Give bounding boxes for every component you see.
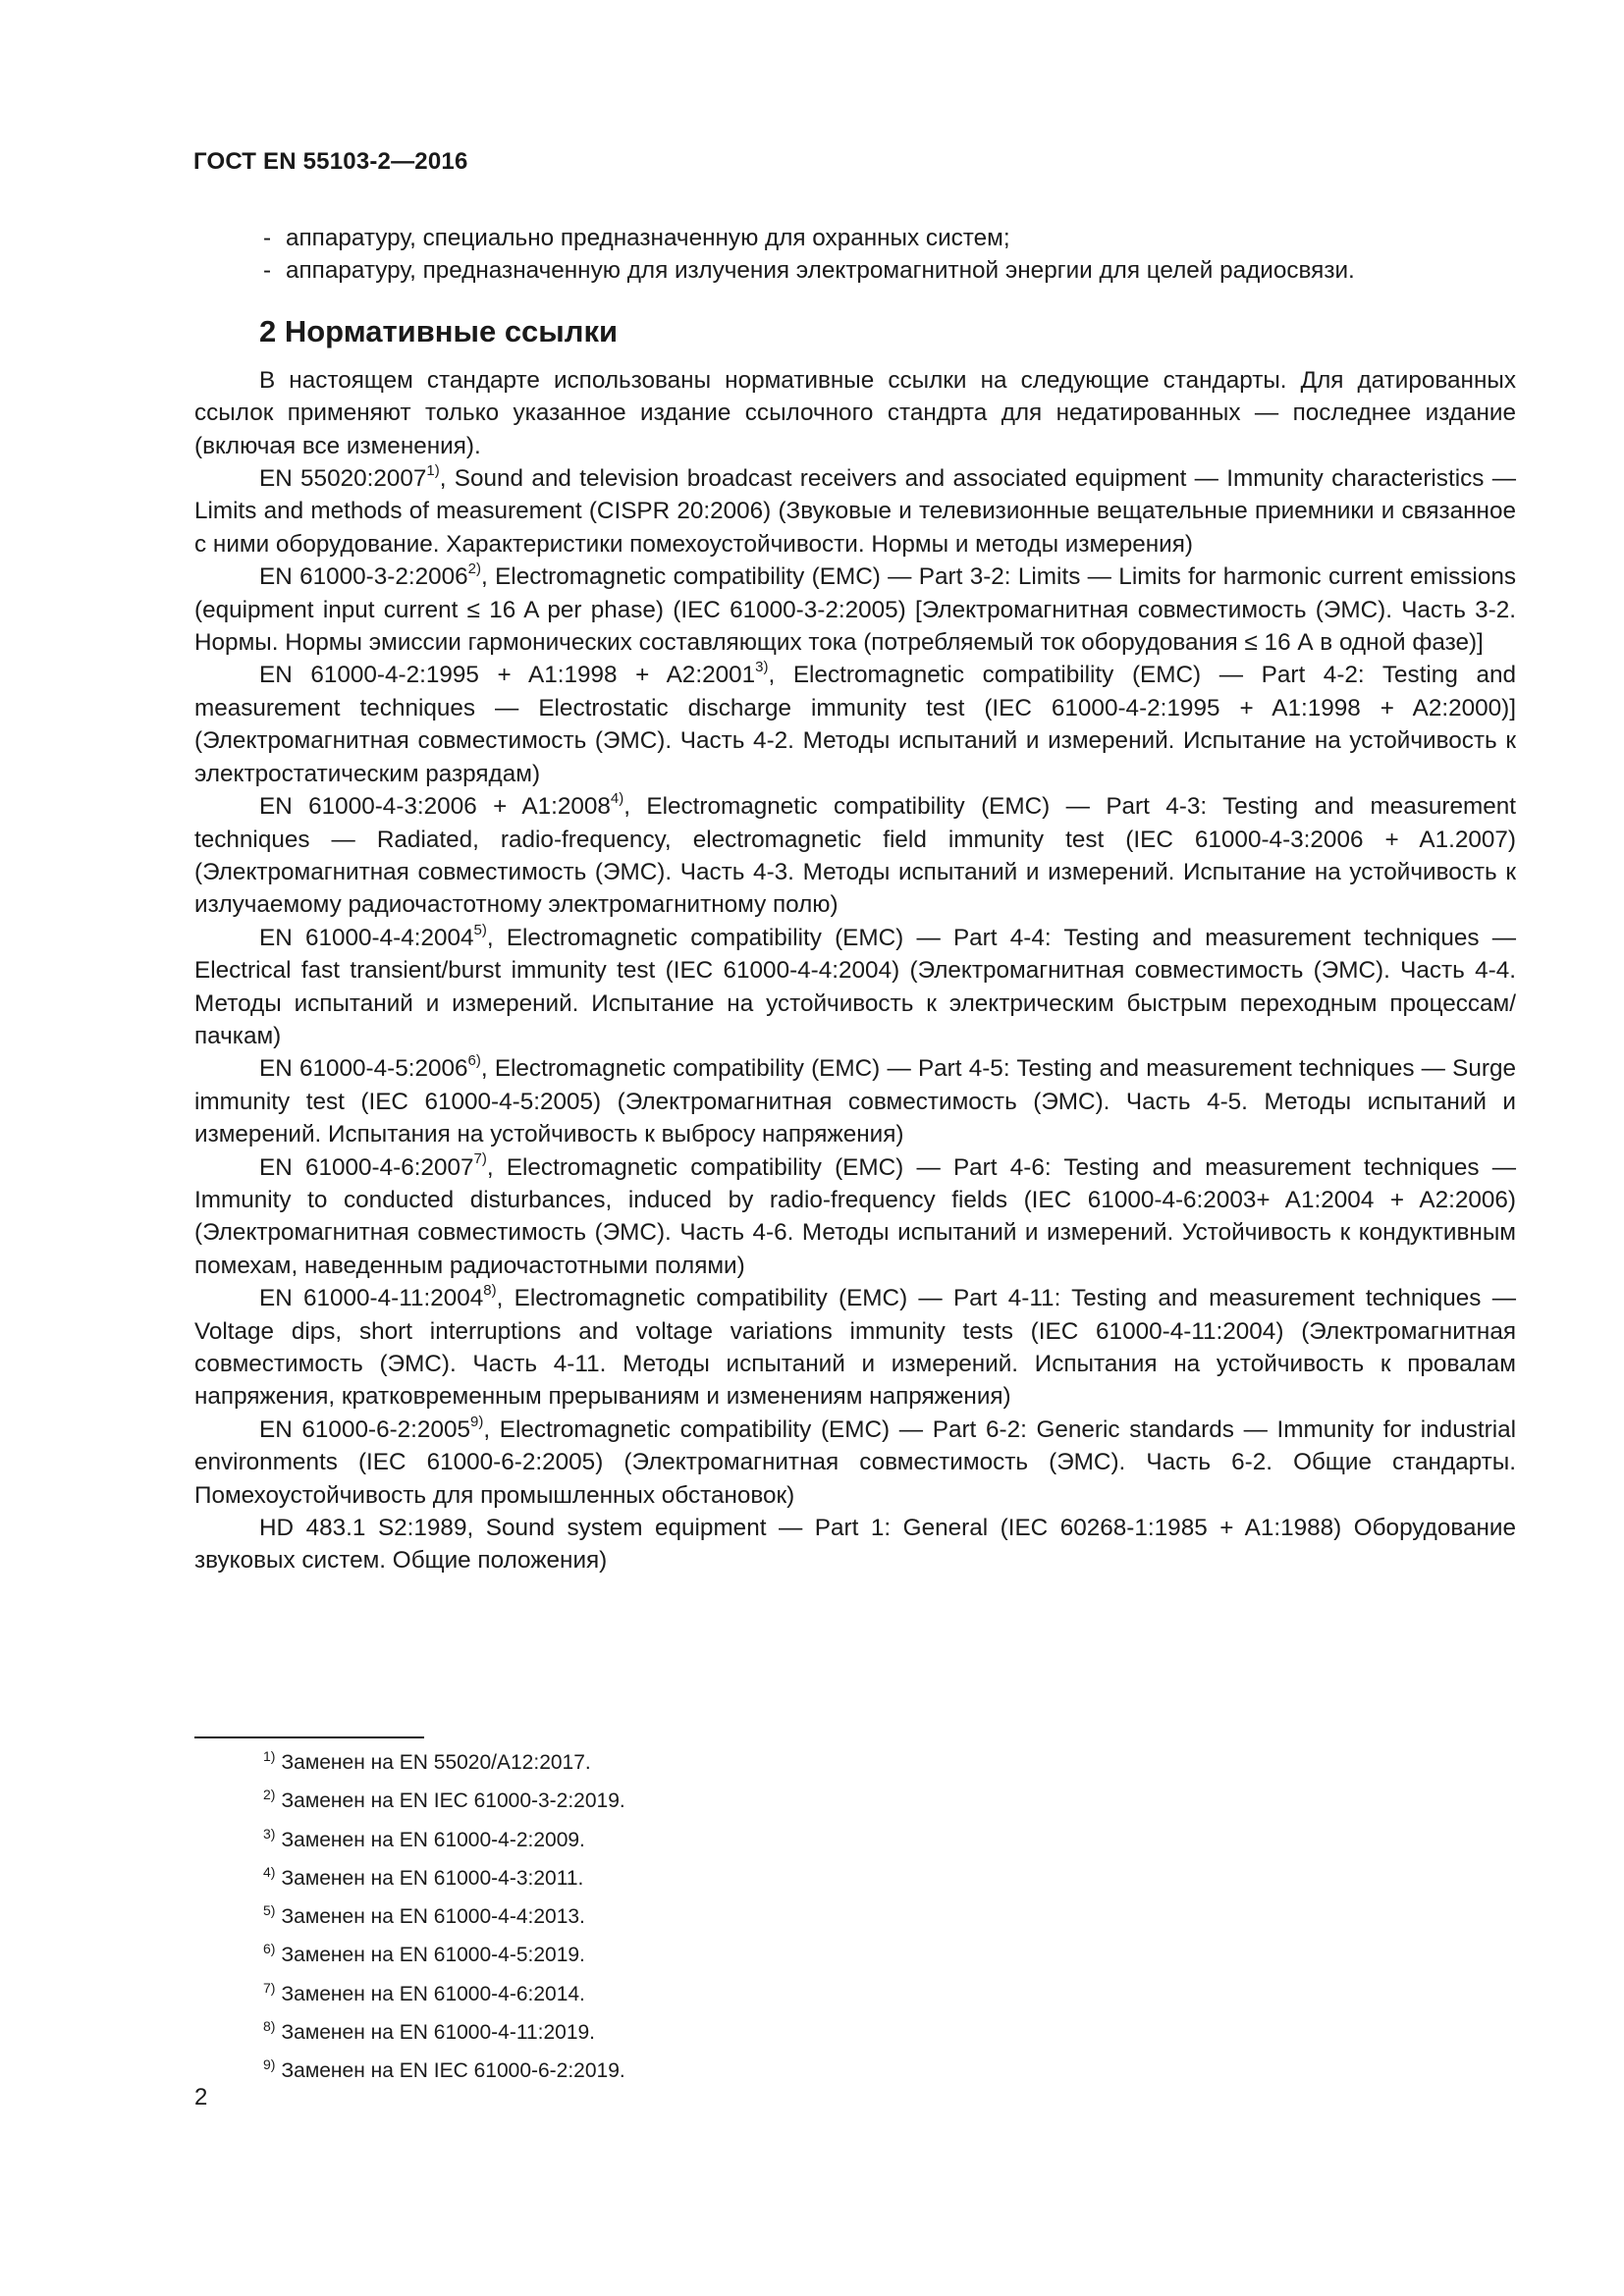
footnote-text: Заменен на EN 61000-4-11:2019. bbox=[281, 2021, 596, 2045]
footnote-marker[interactable]: 1) bbox=[426, 461, 440, 479]
footnote-mark: 5) bbox=[263, 1902, 276, 1919]
footnote-marker[interactable]: 5) bbox=[473, 921, 487, 938]
reference-paragraph bbox=[194, 790, 1516, 922]
reference-text: , Electromagnetic compatibility (EMC) — Part 4-2: Testing and measurement techniques — Electrostatic discharge immunity test (IEC 61000-4-2:1995 + A1:1998 + A2:2000)] (Электромагнитная совместимость (ЭМС). Часть 4-2. Методы испытаний и измерений. Испытание на устойчивость к электростатическим разрядам) bbox=[194, 662, 1516, 787]
reference-text: , Electromagnetic compatibility (EMC) — Part 6-2: Generic standards — Immunity for industrial environments (IEC 61000-6-2:2005) (Электромагнитная совместимость (ЭМС). Часть 6-2. Общие стандарты. Помехоустойчивость для промышленных обстановок) bbox=[194, 1415, 1517, 1509]
reference-code: EN 61000-4-5:2006 bbox=[259, 1055, 468, 1083]
footnote-mark: 4) bbox=[263, 1863, 276, 1880]
reference-paragraph bbox=[194, 922, 1516, 1053]
footnote-item bbox=[263, 1822, 625, 1860]
footnote-text: Заменен на EN IEC 61000-6-2:2019. bbox=[281, 2059, 625, 2083]
footnote-marker[interactable]: 2) bbox=[467, 561, 482, 578]
reference-code: EN 61000-4-6:2007 bbox=[259, 1153, 474, 1181]
reference-code: EN 61000-4-3:2006 + A1:2008 bbox=[259, 793, 611, 821]
reference-paragraph bbox=[194, 1151, 1516, 1283]
footnote-marker[interactable]: 8) bbox=[483, 1282, 497, 1300]
reference-code: EN 61000-4-2:1995 + A1:1998 + A2:2001 bbox=[259, 662, 756, 689]
footnote-mark: 2) bbox=[263, 1787, 276, 1803]
footnote-item bbox=[263, 1783, 625, 1821]
reference-text: , Electromagnetic compatibility (EMC) — Part 4-3: Testing and measurement techniques — Radiated, radio-frequency, electromagnetic field immunity test (IEC 61000-4-3:2006 + A1.2007) (Электромагнитная совместимость (ЭМС). Часть 4-3. Методы испытаний и измерений. Испытание на устойчивость к излучаемому радиочастотному электромагнитному полю) bbox=[194, 793, 1516, 919]
footnote-marker[interactable]: 3) bbox=[755, 659, 769, 676]
footnote-text: Заменен на EN 55020/A12:2017. bbox=[281, 1751, 591, 1774]
document-header: ГОСТ EN 55103-2—2016 bbox=[193, 148, 468, 175]
reference-paragraph bbox=[194, 1052, 1516, 1150]
footnote-marker[interactable]: 4) bbox=[610, 790, 624, 807]
list-item-text: аппаратуру, предназначенную для излучения электромагнитной энергии для целей радиосвязи. bbox=[286, 257, 1355, 285]
intro-paragraph: В настоящем стандарте использованы нормативные ссылки на следующие стандарты. Для датированных ссылок применяют только указанное издание ссылочного стандрта для недатированных — последнее издание (включая все изменения). bbox=[194, 366, 1516, 459]
footnote-item bbox=[263, 1937, 625, 1975]
footnote-mark: 1) bbox=[263, 1748, 276, 1764]
footnote-item bbox=[263, 1898, 625, 1937]
reference-paragraph bbox=[194, 1512, 1516, 1577]
footnote-divider bbox=[194, 1736, 424, 1738]
footnote-marker[interactable]: 6) bbox=[467, 1052, 481, 1070]
reference-paragraph bbox=[194, 1282, 1516, 1414]
list-dash: - bbox=[263, 257, 272, 285]
reference-code: HD 483.1 S2:1989 bbox=[259, 1515, 467, 1542]
reference-text: , Sound system equipment — Part 1: General (IEC 60268-1:1985 + A1:1988) Оборудование звуковых систем. Общие положения) bbox=[194, 1515, 1516, 1575]
footnote-mark: 7) bbox=[263, 1979, 276, 1996]
footnote-mark: 8) bbox=[263, 2018, 276, 2035]
reference-text: , Electromagnetic compatibility (EMC) — Part 4-6: Testing and measurement techniques — Immunity to conducted disturbances, induced by radio-frequency fields (IEC 61000-4-6:2003+ A1:2004 + A2:2006) (Электромагнитная совместимость (ЭМС). Часть 4-6. Методы испытаний и измерений. Устойчивость к кондуктивным помехам, наведенным радиочастотными полями) bbox=[194, 1153, 1516, 1279]
list-item bbox=[194, 254, 1516, 287]
reference-text: , Electromagnetic compatibility (EMC) — Part 4-11: Testing and measurement techniques — Voltage dips, short interruptions and voltage variations immunity tests (IEC 61000-4-11:2004) (Электромагнитная совместимость (ЭМС). Часть 4-11. Методы испытаний и измерений. Испытания на устойчивость к провалам напряжения, кратковременным прерываниям и изменениям напряжения) bbox=[194, 1285, 1516, 1411]
reference-text: , Electromagnetic compatibility (EMC) — Part 3-2: Limits — Limits for harmonic current emissions (equipment input current ≤ 16 A per phase) (IEC 61000-3-2:2005) [Электромагнитная совместимость (ЭМС). Часть 3-2. Нормы. Нормы эмиссии гармонических составляющих тока (потребляемый ток оборудования ≤ 16 А в одной фазе)] bbox=[194, 563, 1517, 657]
list-dash: - bbox=[263, 225, 272, 251]
reference-code: EN 61000-4-4:2004 bbox=[259, 924, 474, 951]
footnote-item bbox=[263, 2014, 625, 2053]
reference-code: EN 55020:2007 bbox=[259, 465, 427, 493]
footnote-item bbox=[263, 1744, 625, 1783]
footnote-item bbox=[263, 1860, 625, 1898]
reference-code: EN 61000-3-2:2006 bbox=[259, 563, 468, 591]
reference-paragraph bbox=[194, 561, 1516, 659]
footnote-text: Заменен на EN 61000-4-4:2013. bbox=[281, 1905, 585, 1929]
footnote-item bbox=[263, 1976, 625, 2014]
page-number: 2 bbox=[194, 2084, 208, 2110]
footnote-item bbox=[263, 2053, 625, 2091]
footnote-marker[interactable]: 9) bbox=[470, 1413, 484, 1430]
reference-text: , Electromagnetic compatibility (EMC) — Part 4-4: Testing and measurement techniques — Electrical fast transient/burst immunity test (IEC 61000-4-4:2004) (Электромагнитная совместимость (ЭМС). Часть 4-4. Методы испытаний и измерений. Испытание на устойчивость к электрическим быстрым переходным процессам/пачкам) bbox=[194, 924, 1516, 1049]
reference-code: EN 61000-4-11:2004 bbox=[259, 1285, 484, 1312]
footnote-marker[interactable]: 7) bbox=[473, 1150, 487, 1168]
list-item bbox=[194, 222, 1516, 254]
reference-text: , Sound and television broadcast receivers and associated equipment — Immunity characteristics — Limits and methods of measurement (CISPR 20:2006) (Звуковые и телевизионные вещательные приемники и связанное с ними оборудование. Характеристики помехоустойчивости. Нормы и методы измерения) bbox=[194, 465, 1516, 558]
footnote-text: Заменен на EN IEC 61000-3-2:2019. bbox=[281, 1789, 625, 1813]
footnote-mark: 6) bbox=[263, 1941, 276, 1957]
reference-paragraph bbox=[194, 659, 1516, 790]
reference-paragraph bbox=[194, 1414, 1516, 1512]
reference-paragraph bbox=[194, 462, 1516, 561]
reference-code: EN 61000-6-2:2005 bbox=[259, 1415, 470, 1443]
footnote-text: Заменен на EN 61000-4-3:2011. bbox=[281, 1866, 584, 1890]
section-title: 2 Нормативные ссылки bbox=[259, 313, 619, 348]
footnote-text: Заменен на EN 61000-4-5:2019. bbox=[281, 1944, 585, 1967]
footnote-text: Заменен на EN 61000-4-2:2009. bbox=[281, 1828, 585, 1851]
main-content bbox=[194, 222, 1516, 1577]
list-item-text: аппаратуру, специально предназначенную для охранных систем; bbox=[286, 225, 1010, 251]
footnote-mark: 9) bbox=[263, 2056, 276, 2073]
footnote-text: Заменен на EN 61000-4-6:2014. bbox=[281, 1982, 585, 2005]
footnotes bbox=[263, 1744, 625, 2092]
footnote-mark: 3) bbox=[263, 1825, 276, 1842]
reference-text: , Electromagnetic compatibility (EMC) — Part 4-5: Testing and measurement techniques — Surge immunity test (IEC 61000-4-5:2005) (Электромагнитная совместимость (ЭМС). Часть 4-5. Методы испытаний и измерений. Испытания на устойчивость к выбросу напряжения) bbox=[194, 1055, 1517, 1148]
